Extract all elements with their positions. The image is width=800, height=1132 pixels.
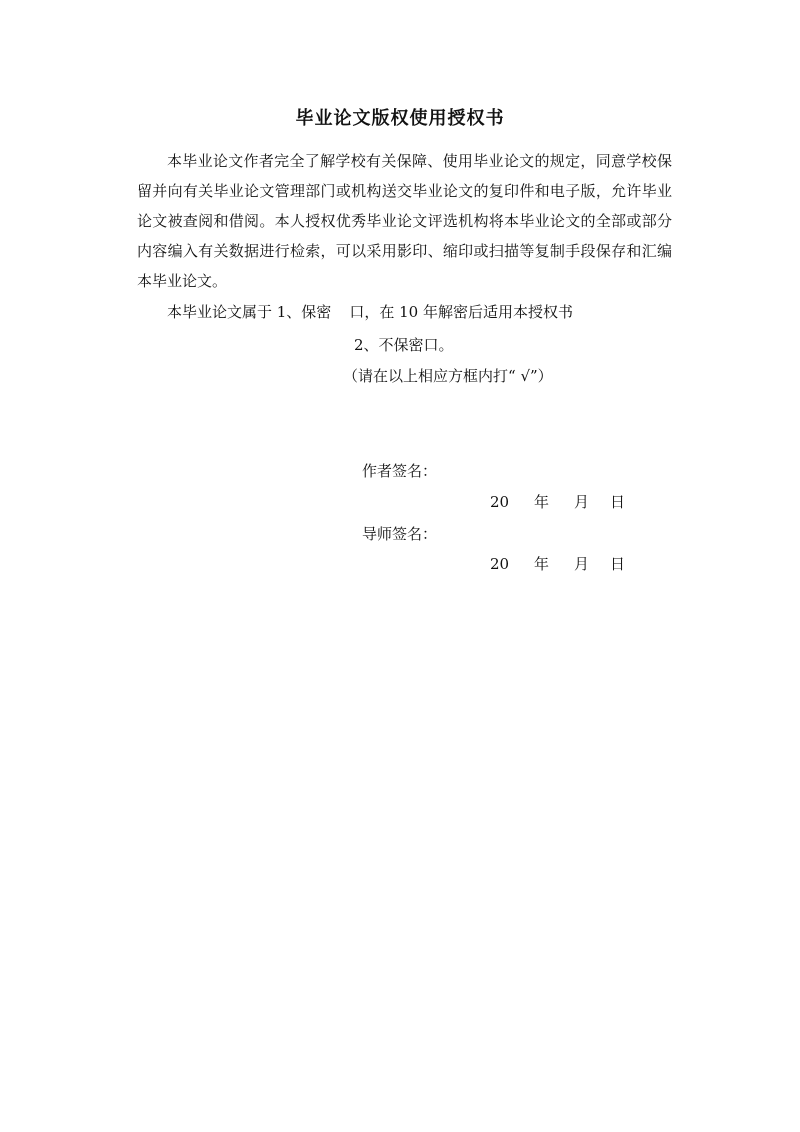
date-day-char: 日 xyxy=(610,555,626,573)
authorization-paragraph: 本毕业论文作者完全了解学校有关保障、使用毕业论文的规定，同意学校保留并向有关毕业论文管理部门或机构送交毕业论文的复印件和电子版，允许毕业论文被查阅和借阅。本人授权优秀毕业论文评选机构将本毕业论文的全部或部分内容编入有关数据进行检索，可以采用影印、缩印或扫描等复制手段保存和汇编本毕业论文。 xyxy=(137,152,672,290)
author-signature-date xyxy=(490,492,625,512)
attribution-lead: 本毕业论文属于 1、保密 xyxy=(167,303,332,321)
date-month-char: 月 xyxy=(574,555,590,573)
date-year-char: 年 xyxy=(534,555,550,573)
date-year-char: 年 xyxy=(534,493,550,511)
date-day-char: 日 xyxy=(610,493,626,511)
secret-checkbox-box: 口 xyxy=(349,303,365,321)
document-title: 毕业论文版权使用授权书 xyxy=(295,108,505,129)
date-year: 20 xyxy=(490,555,510,573)
attribution-line xyxy=(167,302,573,322)
date-year: 20 xyxy=(490,493,510,511)
option-not-secret: 2、不保密口。 xyxy=(354,336,454,354)
date-month-char: 月 xyxy=(574,493,590,511)
author-signature-label: 作者签名： xyxy=(362,462,438,480)
attribution-rest: ，在 10 年解密后适用本授权书 xyxy=(364,303,573,321)
advisor-signature-date xyxy=(490,554,625,574)
checkbox-instruction-note: （请在以上相应方框内打“ √”） xyxy=(343,367,553,385)
advisor-signature-label: 导师签名： xyxy=(362,525,438,543)
